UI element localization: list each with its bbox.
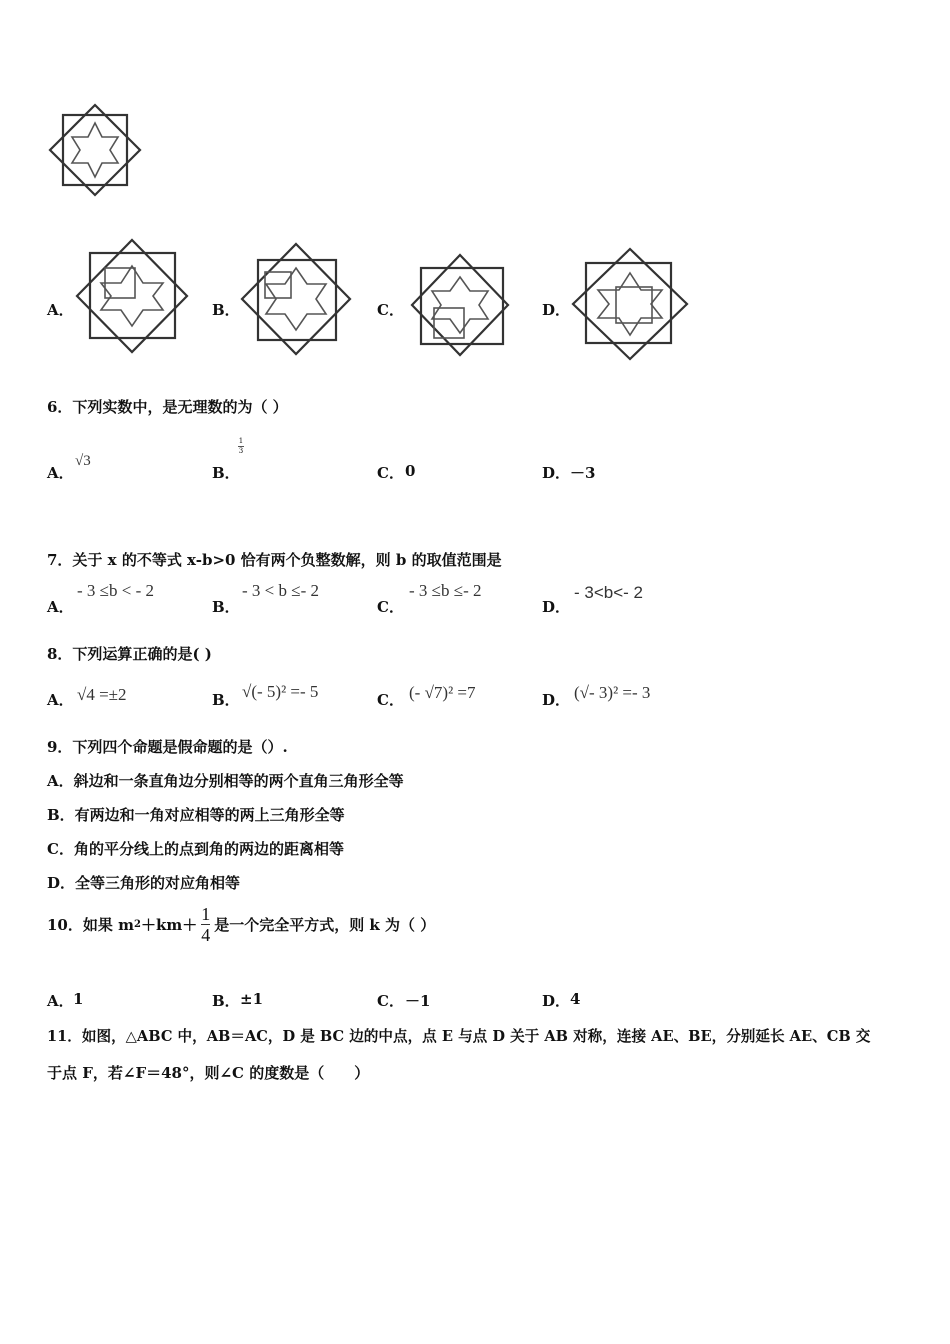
q6-stem: 6．下列实数中，是无理数的为（ ） bbox=[47, 398, 288, 416]
q11-line1: 11．如图，△ABC 中，AB＝AC，D 是 BC 边的中点，点 E 与点 D 关于 AB 对称，连接 AE、BE，分别延长 AE、CB 交 bbox=[47, 1028, 871, 1045]
q10-stem-post: 是一个完全平方式，则 k 为（ ） bbox=[214, 916, 436, 934]
q8-option-b-label[interactable]: B． bbox=[212, 691, 240, 709]
q6-option-b-label[interactable]: B． bbox=[212, 464, 240, 482]
q9-option-b[interactable]: B．有两边和一角对应相等的两上三角形全等 bbox=[47, 806, 345, 824]
q5-main-figure bbox=[48, 103, 143, 198]
q7-option-b-value: - 3 < b ≤- 2 bbox=[242, 581, 319, 600]
q6-option-d-label[interactable]: D． bbox=[542, 464, 571, 482]
q10-stem-mid: ＋km＋ bbox=[140, 916, 198, 934]
q9-option-c[interactable]: C．角的平分线上的点到角的两边的距离相等 bbox=[47, 840, 344, 858]
q11-line2: 于点 F，若∠F＝48°，则∠C 的度数是（ ） bbox=[47, 1064, 370, 1082]
q5-option-d-label[interactable]: D． bbox=[542, 301, 571, 319]
q8-option-a-label[interactable]: A． bbox=[47, 691, 74, 709]
q10-fraction bbox=[201, 904, 210, 945]
q10-stem-sup: 2 bbox=[133, 919, 141, 930]
q10-stem-pre: 10．如果 m bbox=[47, 916, 134, 934]
q7-stem: 7．关于 x 的不等式 x-b>0 恰有两个负整数解，则 b 的取值范围是 bbox=[47, 551, 502, 569]
q9-option-a[interactable]: A．斜边和一条直角边分别相等的两个直角三角形全等 bbox=[47, 772, 404, 790]
q6-option-b-numerator: 1 bbox=[238, 437, 244, 445]
q7-option-c-value: - 3 ≤b ≤- 2 bbox=[409, 581, 482, 600]
q10-option-b-label[interactable]: B． bbox=[212, 992, 240, 1010]
q7-option-d-value: - 3<b<- 2 bbox=[574, 583, 643, 602]
q5-option-b-figure[interactable] bbox=[240, 242, 352, 357]
q5-option-b-label[interactable]: B． bbox=[212, 301, 240, 319]
q10-option-c-label[interactable]: C． bbox=[377, 992, 404, 1010]
q6-option-d-value: －3 bbox=[570, 464, 596, 482]
q7-option-b-label[interactable]: B． bbox=[212, 598, 240, 616]
q7-option-a-label[interactable]: A． bbox=[47, 598, 74, 616]
q8-option-d-value: (√- 3)² =- 3 bbox=[574, 683, 651, 702]
q6-option-a-value: √3 bbox=[75, 453, 91, 469]
q10-option-a-label[interactable]: A． bbox=[47, 992, 74, 1010]
q8-stem: 8．下列运算正确的是( ) bbox=[47, 645, 212, 663]
q10-option-c-value: －1 bbox=[405, 992, 431, 1010]
q5-option-d-figure[interactable] bbox=[570, 247, 690, 361]
q5-option-a-label[interactable]: A． bbox=[47, 301, 74, 319]
q10-option-d-label[interactable]: D． bbox=[542, 992, 571, 1010]
q6-option-c-label[interactable]: C． bbox=[377, 464, 404, 482]
q10-fraction-den: 4 bbox=[201, 925, 211, 945]
q5-option-c-label[interactable]: C． bbox=[377, 301, 404, 319]
q10-stem bbox=[47, 904, 435, 945]
q6-option-b-denominator: 3 bbox=[238, 447, 244, 455]
q8-option-d-label[interactable]: D． bbox=[542, 691, 571, 709]
q8-option-b-value: √(- 5)² =- 5 bbox=[242, 682, 319, 701]
q7-option-a-value: - 3 ≤b < - 2 bbox=[77, 581, 154, 600]
q6-option-c-value: 0 bbox=[405, 462, 416, 480]
q9-option-d[interactable]: D．全等三角形的对应角相等 bbox=[47, 874, 241, 892]
q10-option-b-value: ±1 bbox=[240, 990, 264, 1008]
q8-option-c-label[interactable]: C． bbox=[377, 691, 404, 709]
q10-option-d-value: 4 bbox=[570, 990, 581, 1008]
q8-option-a-value: √4 =±2 bbox=[77, 685, 127, 704]
q5-option-a-figure[interactable] bbox=[75, 238, 190, 356]
q7-option-d-label[interactable]: D． bbox=[542, 598, 571, 616]
q10-option-a-value: 1 bbox=[73, 990, 84, 1008]
q6-option-a-label[interactable]: A． bbox=[47, 464, 74, 482]
q5-option-c-figure[interactable] bbox=[408, 253, 513, 359]
q7-option-c-label[interactable]: C． bbox=[377, 598, 404, 616]
q10-fraction-num: 1 bbox=[201, 904, 211, 924]
q6-option-b-fraction bbox=[238, 437, 244, 456]
q9-stem: 9．下列四个命题是假命题的是（）. bbox=[47, 738, 288, 756]
q8-option-c-value: (- √7)² =7 bbox=[409, 683, 476, 702]
